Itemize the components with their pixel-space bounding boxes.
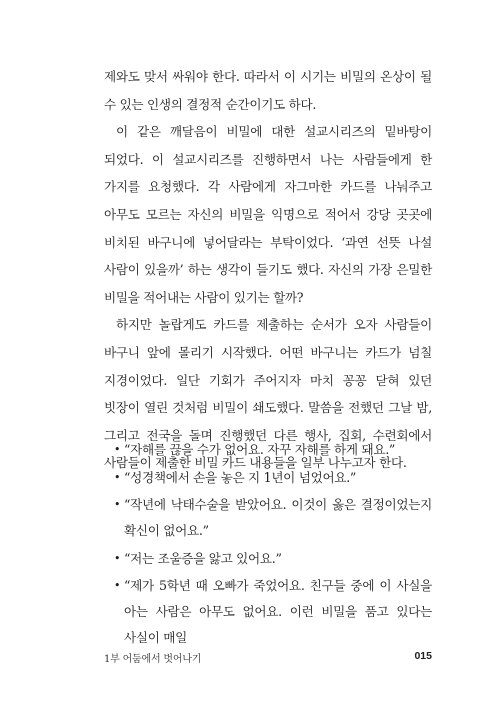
paragraph: 제와도 맞서 싸워야 한다. 따라서 이 시기는 비밀의 온상이 될 수 있는 인생의 결정적 순간이기도 하다. xyxy=(104,69,432,112)
body-text xyxy=(104,63,432,477)
list-item xyxy=(114,465,432,491)
bullet-icon: • xyxy=(114,443,121,456)
quote-text: “제가 5학년 때 오빠가 죽었어요. 친구들 중에 이 사실을 아는 사람은 아무도 없어요. 이런 비밀을 품고 있다는 사실이 매일 xyxy=(124,578,432,645)
bullet-icon: • xyxy=(114,498,121,511)
paragraph: 이 같은 깨달음이 비밀에 대한 설교시리즈의 밑바탕이 되었다. 이 설교시리즈를 진행하면서 나는 사람들에게 한 가지를 요청했다. 각 사람에게 자그마한 카드를 나눠주고 아무도 모르는 자신의 비밀을 익명으로 적어서 강당 곳곳에 비치된 바구니에 넣어달라는 부탁이었다. ‘과연 선뜻 나설 사람이 있을까’ 하는 생각이 들기도 했다. 자신의 가장 은밀한 비밀을 적어내는 사람이 있기는 할까? xyxy=(104,124,432,305)
quote-text: “저는 조울증을 앓고 있어요.” xyxy=(124,550,282,566)
quote-text: “성경책에서 손을 놓은 지 1년이 넘었어요.” xyxy=(124,469,357,485)
list-item xyxy=(114,546,432,572)
bullet-icon: • xyxy=(114,579,121,592)
list-item xyxy=(114,573,432,651)
bullet-icon: • xyxy=(114,551,121,565)
secret-quotes-list xyxy=(114,437,432,653)
running-head: 1부 어둠에서 벗어나기 xyxy=(104,654,202,665)
quote-text: “자해를 끊을 수가 없어요. 자꾸 자해를 하게 돼요.” xyxy=(124,442,396,457)
page-footer xyxy=(104,650,432,666)
list-item xyxy=(114,437,432,463)
list-item xyxy=(114,492,432,544)
bullet-icon: • xyxy=(114,470,121,484)
paragraph: 하지만 놀랍게도 카드를 제출하는 순서가 오자 사람들이 바구니 앞에 몰리기 시작했다. 어떤 바구니는 카드가 넘칠 지경이었다. 일단 기회가 주어지자 마치 꽁꽁 닫혀 있던 빗장이 열린 것처럼 비밀이 쇄도했다. 말씀을 전했던 그날 밤, 그리고 전국을 돌며 진행했던 다른 행사, 집회, 수련회에서 사람들이 제출한 비밀 카드 내용들을 일부 나누고자 한다. xyxy=(104,317,432,471)
quote-text: “작년에 낙태수술을 받았어요. 이것이 옳은 결정이었는지 확신이 없어요.” xyxy=(124,497,432,538)
page-number: 015 xyxy=(414,650,432,662)
